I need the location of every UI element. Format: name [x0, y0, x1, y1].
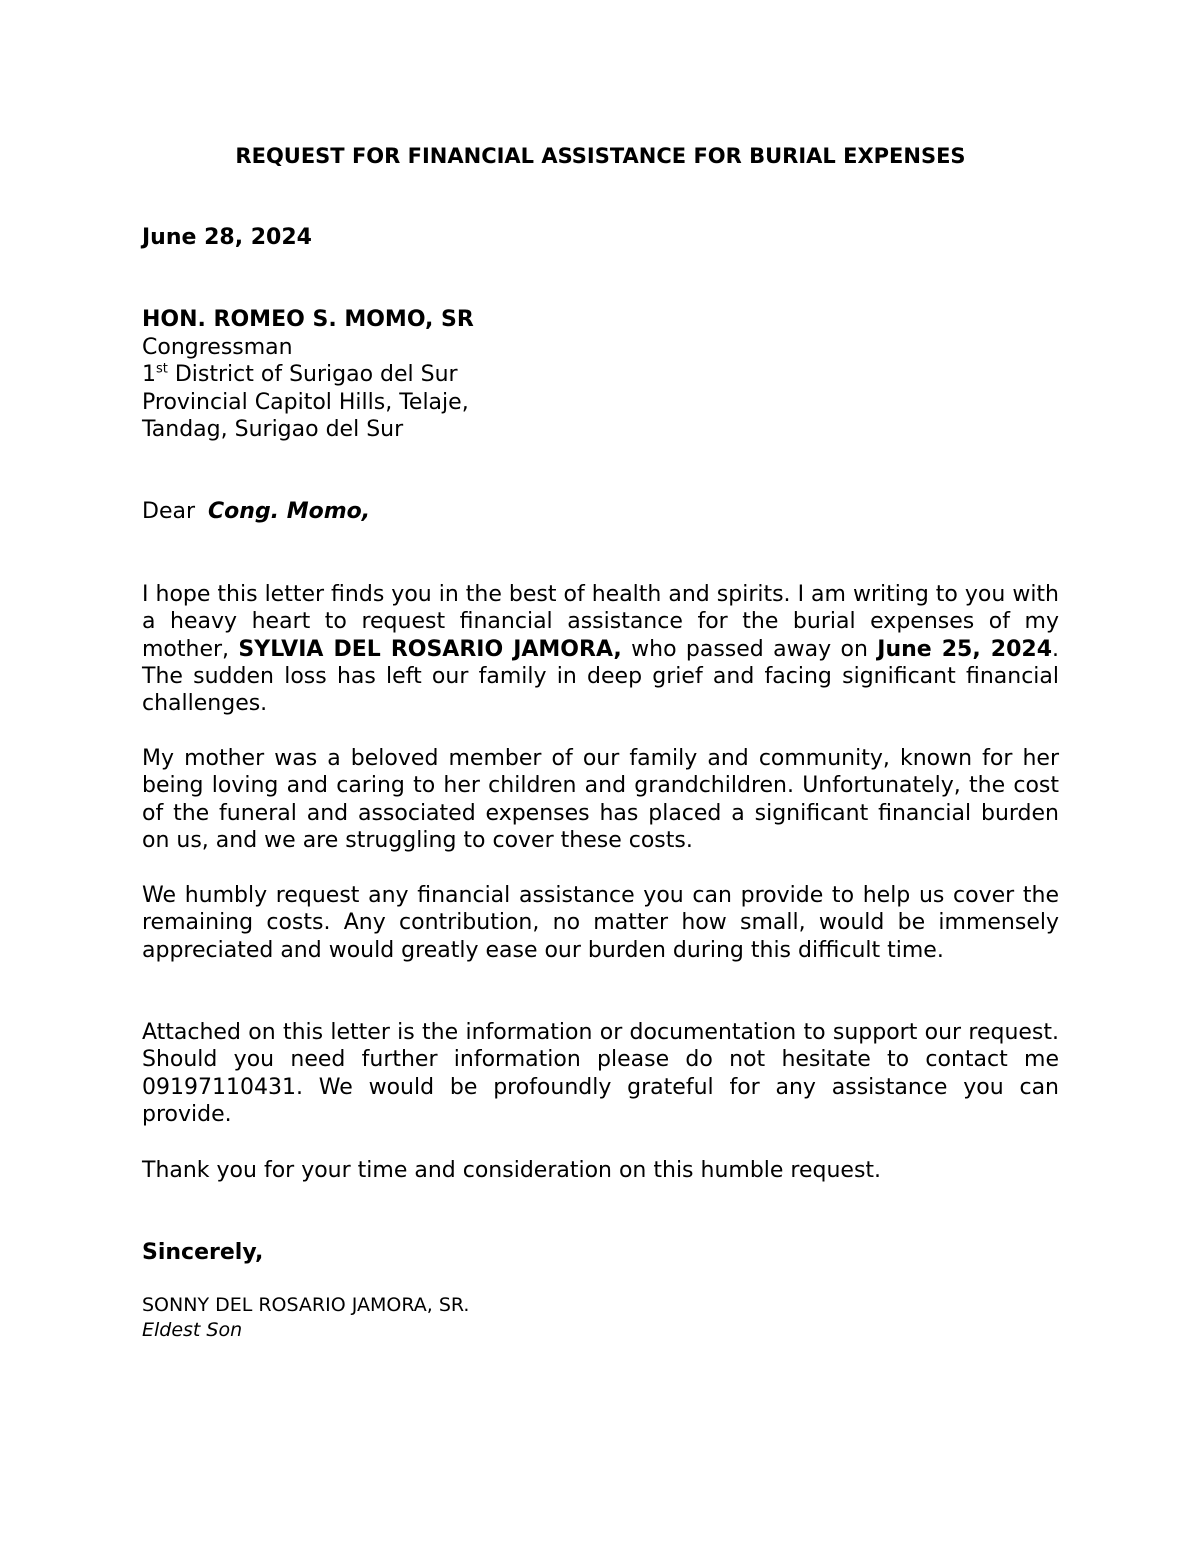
- salutation-name: Cong. Momo,: [208, 499, 371, 524]
- body-paragraph-1: [142, 581, 1059, 717]
- paragraph1-text-2: who passed away on: [621, 636, 878, 662]
- district-ordinal-suffix: st: [156, 361, 168, 377]
- district-name: District of Surigao del Sur: [167, 362, 458, 387]
- death-date: June 25, 2024: [877, 636, 1053, 662]
- recipient-position: Congressman: [142, 334, 293, 360]
- district-number: 1: [142, 362, 156, 387]
- signer-name: SONNY DEL ROSARIO JAMORA, SR.: [142, 1294, 470, 1316]
- salutation-prefix: Dear: [142, 499, 196, 524]
- recipient-district: [142, 361, 474, 389]
- recipient-name: HON. ROMEO S. MOMO, SR: [142, 307, 474, 332]
- recipient-address-line2: Tandag, Surigao del Sur: [142, 417, 404, 442]
- body-paragraph-3: We humbly request any financial assistance you can provide to help us cover the remaining costs. Any contribution, no matter how small, would be immensely appreciated and would greatly ease our burden during this difficult time.: [142, 883, 1059, 963]
- body-paragraph-4: Attached on this letter is the information or documentation to support our request. Should you need further information please do not hesitate to contact me 09197110431. We would be profoundly grateful for any assistance you can provide.: [142, 1020, 1059, 1127]
- deceased-name: SYLVIA DEL ROSARIO JAMORA,: [238, 636, 622, 662]
- signer-title: Eldest Son: [142, 1319, 243, 1341]
- paragraph1-text-3: . The sudden loss has left our family in deep grief and facing significant financial challenges.: [142, 636, 1060, 717]
- recipient-address-line1: Provincial Capitol Hills, Telaje,: [142, 389, 469, 415]
- salutation: [142, 498, 370, 526]
- body-paragraph-2: My mother was a beloved member of our family and community, known for her being loving and caring to her children and grandchildren. Unfortunately, the cost of the funeral and associated expenses has placed a significant financial burden on us, and we are struggling to cover these costs.: [142, 746, 1059, 853]
- closing: Sincerely,: [142, 1240, 264, 1265]
- paragraph1-text-1: I hope this letter finds you in the best of health and spirits. I am writing to you with a heavy heart to request financial assistance for the burial expenses of my mother,: [142, 582, 1059, 662]
- recipient-address-block: [142, 306, 474, 444]
- letter-date: June 28, 2024: [142, 225, 312, 250]
- letter-title: REQUEST FOR FINANCIAL ASSISTANCE FOR BURIAL EXPENSES: [235, 144, 966, 168]
- body-paragraph-5: Thank you for your time and consideration on this humble request.: [142, 1158, 882, 1183]
